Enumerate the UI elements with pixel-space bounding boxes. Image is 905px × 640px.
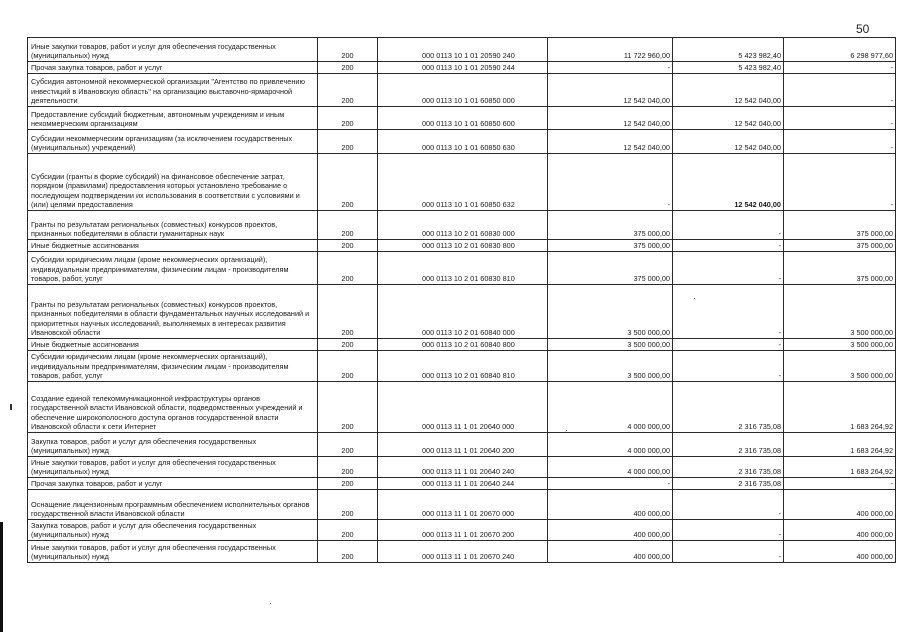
row-remaining-cell: - [784, 74, 896, 107]
row-code-cell: 200 [318, 433, 378, 457]
row-plan-cell: 12 542 040,00 [548, 107, 673, 130]
row-kbk-cell: 000 0113 11 1 01 20670 200 [378, 520, 548, 541]
scan-speck [694, 298, 695, 299]
row-code-cell: 200 [318, 74, 378, 107]
row-executed-cell: 5 423 982,40 [673, 62, 784, 74]
row-name-cell: Субсидии некоммерческим организациям (за исключением государственных (муниципальных) учреждений) [28, 130, 318, 154]
row-executed-cell: 2 316 735,08 [673, 457, 784, 478]
row-code-cell: 200 [318, 240, 378, 252]
scan-speck [566, 430, 567, 431]
row-remaining-cell: 375 000,00 [784, 211, 896, 240]
row-kbk-cell: 000 0113 10 2 01 60840 810 [378, 351, 548, 382]
table-row [28, 351, 896, 382]
row-name-cell: Создание единой телекоммуникационной инфраструктуры органов государственной власти Ивановской области, подведомственных учреждений и обеспечение широкополосного доступа органов государственной власти Ивановской области к сети Интернет [28, 382, 318, 433]
row-kbk-cell: 000 0113 10 2 01 60830 810 [378, 252, 548, 285]
row-executed-cell: 12 542 040,00 [673, 154, 784, 211]
row-remaining-cell: 1 683 264,92 [784, 382, 896, 433]
row-executed-cell: 12 542 040,00 [673, 74, 784, 107]
row-plan-cell: 4 000 000,00 [548, 382, 673, 433]
row-kbk-cell: 000 0113 10 2 01 60830 000 [378, 211, 548, 240]
table-row [28, 130, 896, 154]
row-plan-cell: - [548, 478, 673, 490]
row-executed-cell: - [673, 351, 784, 382]
table-row [28, 478, 896, 490]
row-remaining-cell: 400 000,00 [784, 520, 896, 541]
row-name-cell: Иные бюджетные ассигнования [28, 339, 318, 351]
scan-edge-mark [0, 522, 3, 632]
table-row [28, 457, 896, 478]
row-remaining-cell: 400 000,00 [784, 490, 896, 520]
row-code-cell: 200 [318, 285, 378, 339]
row-kbk-cell: 000 0113 11 1 01 20670 240 [378, 541, 548, 563]
row-name-cell: Гранты по результатам региональных (совместных) конкурсов проектов, признанных победителями в области фундаментальных научных исследований и приоритетных научных исследований, выполняемых в интересах развития Ивановской области [28, 285, 318, 339]
row-executed-cell: - [673, 490, 784, 520]
row-executed-cell: 12 542 040,00 [673, 107, 784, 130]
row-name-cell: Закупка товаров, работ и услуг для обеспечения государственных (муниципальных) нужд [28, 433, 318, 457]
table-row [28, 541, 896, 563]
budget-execution-table [27, 37, 896, 563]
table-row [28, 107, 896, 130]
row-executed-cell: - [673, 541, 784, 563]
row-plan-cell: 375 000,00 [548, 211, 673, 240]
row-name-cell: Иные закупки товаров, работ и услуг для обеспечения государственных (муниципальных) нужд [28, 541, 318, 563]
table-row [28, 211, 896, 240]
row-code-cell: 200 [318, 382, 378, 433]
table-row [28, 433, 896, 457]
row-plan-cell: 3 500 000,00 [548, 285, 673, 339]
row-kbk-cell: 000 0113 10 1 01 20590 240 [378, 38, 548, 62]
table-row [28, 74, 896, 107]
row-code-cell: 200 [318, 351, 378, 382]
row-plan-cell: 12 542 040,00 [548, 74, 673, 107]
row-name-cell: Иные закупки товаров, работ и услуг для обеспечения государственных (муниципальных) нужд [28, 38, 318, 62]
row-executed-cell: 12 542 040,00 [673, 130, 784, 154]
row-code-cell: 200 [318, 130, 378, 154]
row-plan-cell: 400 000,00 [548, 490, 673, 520]
row-plan-cell: 4 000 000,00 [548, 433, 673, 457]
row-executed-cell: 2 316 735,08 [673, 433, 784, 457]
page-number: 50 [856, 22, 870, 36]
row-code-cell: 200 [318, 252, 378, 285]
row-executed-cell: - [673, 520, 784, 541]
row-executed-cell: 2 316 735,08 [673, 478, 784, 490]
row-code-cell: 200 [318, 211, 378, 240]
row-name-cell: Субсидии (гранты в форме субсидий) на финансовое обеспечение затрат, порядком (правилами) предоставления которых установлено требование о последующем подтверждении их использования в соответствии с условиями и (или) целями предоставления [28, 154, 318, 211]
row-kbk-cell: 000 0113 11 1 01 20640 240 [378, 457, 548, 478]
row-plan-cell: 3 500 000,00 [548, 339, 673, 351]
table-row [28, 252, 896, 285]
row-kbk-cell: 000 0113 11 1 01 20670 000 [378, 490, 548, 520]
row-kbk-cell: 000 0113 10 1 01 60850 632 [378, 154, 548, 211]
row-code-cell: 200 [318, 339, 378, 351]
row-code-cell: 200 [318, 457, 378, 478]
row-kbk-cell: 000 0113 10 2 01 60830 800 [378, 240, 548, 252]
row-kbk-cell: 000 0113 11 1 01 20640 000 [378, 382, 548, 433]
row-code-cell: 200 [318, 541, 378, 563]
row-plan-cell: 375 000,00 [548, 240, 673, 252]
row-remaining-cell: - [784, 478, 896, 490]
table-row [28, 339, 896, 351]
table-row [28, 62, 896, 74]
row-code-cell: 200 [318, 154, 378, 211]
row-remaining-cell: 1 683 264,92 [784, 433, 896, 457]
row-remaining-cell: - [784, 154, 896, 211]
scan-speck [270, 603, 271, 604]
row-kbk-cell: 000 0113 10 1 01 60850 000 [378, 74, 548, 107]
row-name-cell: Субсидия автономной некоммерческой организации "Агентство по привлечению инвестиций в Ивановскую область" на организацию выставочно-ярмарочной деятельности [28, 74, 318, 107]
row-name-cell: Субсидии юридическим лицам (кроме некоммерческих организаций), индивидуальным предпринимателям, физическим лицам - производителям товаров, работ, услуг [28, 351, 318, 382]
row-kbk-cell: 000 0113 10 2 01 60840 000 [378, 285, 548, 339]
row-executed-cell: - [673, 285, 784, 339]
row-executed-cell: - [673, 339, 784, 351]
row-plan-cell: - [548, 62, 673, 74]
row-plan-cell: - [548, 154, 673, 211]
row-kbk-cell: 000 0113 10 1 01 60850 630 [378, 130, 548, 154]
row-remaining-cell: 3 500 000,00 [784, 285, 896, 339]
row-name-cell: Прочая закупка товаров, работ и услуг [28, 62, 318, 74]
row-remaining-cell: 1 683 264,92 [784, 457, 896, 478]
row-plan-cell: 11 722 960,00 [548, 38, 673, 62]
row-executed-cell: 5 423 982,40 [673, 38, 784, 62]
table-row [28, 520, 896, 541]
row-name-cell: Субсидии юридическим лицам (кроме некоммерческих организаций), индивидуальным предпринимателям, физическим лицам - производителям товаров, работ, услуг [28, 252, 318, 285]
table-row [28, 382, 896, 433]
row-name-cell: Прочая закупка товаров, работ и услуг [28, 478, 318, 490]
row-code-cell: 200 [318, 62, 378, 74]
row-executed-cell: - [673, 252, 784, 285]
row-kbk-cell: 000 0113 11 1 01 20640 200 [378, 433, 548, 457]
row-plan-cell: 400 000,00 [548, 520, 673, 541]
row-kbk-cell: 000 0113 11 1 01 20640 244 [378, 478, 548, 490]
row-remaining-cell: 6 298 977,60 [784, 38, 896, 62]
row-remaining-cell: 400 000,00 [784, 541, 896, 563]
table-row [28, 240, 896, 252]
table-row [28, 154, 896, 211]
row-plan-cell: 400 000,00 [548, 541, 673, 563]
row-plan-cell: 12 542 040,00 [548, 130, 673, 154]
row-remaining-cell: 3 500 000,00 [784, 351, 896, 382]
row-name-cell: Закупка товаров, работ и услуг для обеспечения государственных (муниципальных) нужд [28, 520, 318, 541]
row-remaining-cell: 3 500 000,00 [784, 339, 896, 351]
table-body [28, 38, 896, 563]
table-row [28, 38, 896, 62]
row-executed-cell: - [673, 211, 784, 240]
row-remaining-cell: 375 000,00 [784, 240, 896, 252]
row-remaining-cell: 375 000,00 [784, 252, 896, 285]
row-remaining-cell: - [784, 130, 896, 154]
row-code-cell: 200 [318, 520, 378, 541]
row-executed-cell: - [673, 240, 784, 252]
row-remaining-cell: - [784, 107, 896, 130]
row-remaining-cell: - [784, 62, 896, 74]
row-name-cell: Предоставление субсидий бюджетным, автономным учреждениям и иным некоммерческим организациям [28, 107, 318, 130]
table-row [28, 490, 896, 520]
row-plan-cell: 375 000,00 [548, 252, 673, 285]
row-name-cell: Иные закупки товаров, работ и услуг для обеспечения государственных (муниципальных) нужд [28, 457, 318, 478]
row-plan-cell: 4 000 000,00 [548, 457, 673, 478]
row-kbk-cell: 000 0113 10 1 01 60850 600 [378, 107, 548, 130]
table-row [28, 285, 896, 339]
row-executed-cell: 2 316 735,08 [673, 382, 784, 433]
scan-dot [10, 404, 12, 410]
row-name-cell: Оснащение лицензионным программным обеспечением исполнительных органов государственной власти Ивановской области [28, 490, 318, 520]
row-kbk-cell: 000 0113 10 2 01 60840 800 [378, 339, 548, 351]
row-kbk-cell: 000 0113 10 1 01 20590 244 [378, 62, 548, 74]
row-name-cell: Иные бюджетные ассигнования [28, 240, 318, 252]
row-name-cell: Гранты по результатам региональных (совместных) конкурсов проектов, признанных победителями в области гуманитарных наук [28, 211, 318, 240]
row-code-cell: 200 [318, 490, 378, 520]
row-code-cell: 200 [318, 107, 378, 130]
row-code-cell: 200 [318, 38, 378, 62]
row-plan-cell: 3 500 000,00 [548, 351, 673, 382]
row-code-cell: 200 [318, 478, 378, 490]
